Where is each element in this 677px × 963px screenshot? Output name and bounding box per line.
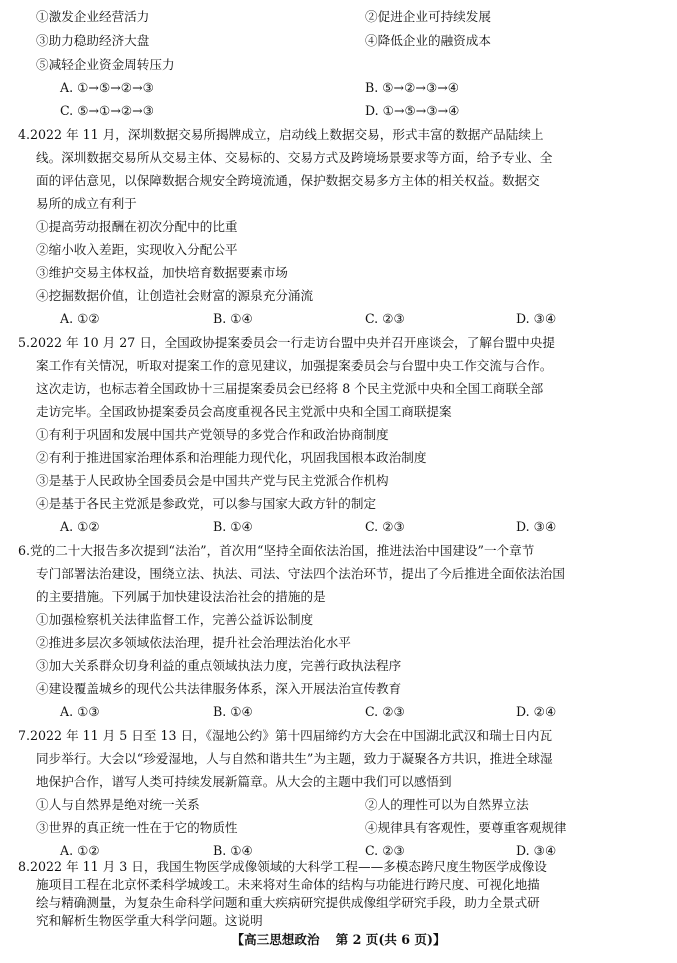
q7-item-3: ③世界的真正统一性在于它的物质性 [36, 820, 238, 835]
q4-option-a: A. ①② [60, 311, 100, 326]
q3-item-4: ④降低企业的融资成本 [365, 33, 491, 48]
page-footer [0, 931, 677, 949]
q7-option-b: B. ①④ [213, 843, 253, 858]
q5-stem-line-2: 案工作有关情况，听取对提案工作的意见建议，加强提案委员会与台盟中央工作交流与合作。 [36, 358, 553, 373]
q3-item-5: ⑤减轻企业资金周转压力 [36, 57, 175, 72]
q8-stem-line-3: 绘与精确测量，为复杂生命科学问题和重大疾病研究提供成像组学研究手段，助力全景式研 [36, 895, 540, 910]
q7-item-1: ①人与自然界是绝对统一关系 [36, 797, 200, 812]
q6-option-c: C. ②③ [365, 704, 405, 719]
q5-stem-line-3: 这次走访，也标志着全国政协十三届提案委员会已经将 8 个民主党派中央和全国工商联全部 [36, 381, 544, 396]
q5-option-c: C. ②③ [365, 519, 405, 534]
q8-stem-line-2: 施项目工程在北京怀柔科学城竣工。未来将对生命体的结构与功能进行跨尺度、可视化地描 [36, 877, 540, 892]
q6-option-d: D. ②④ [516, 704, 557, 719]
q3-item-1: ①激发企业经营活力 [36, 9, 150, 24]
footer-title: 【高三思想政治 [231, 932, 320, 947]
q7-option-d: D. ③④ [516, 843, 557, 858]
q3-option-c: C. ⑤→①→②→③ [60, 103, 155, 118]
q5-item-4: ④是基于各民主党派是参政党，可以参与国家大政方针的制定 [36, 496, 377, 511]
q5-stem-line-1: 5.2022 年 10 月 27 日，全国政协提案委员会一行走访台盟中央并召开座谈会，了解台盟中央提 [18, 335, 555, 350]
q3-item-3: ③助力稳助经济大盘 [36, 33, 150, 48]
q6-stem-line-3: 的主要措施。下列属于加快建设法治社会的措施的是 [36, 589, 326, 604]
q8-stem-line-4: 究和解析生物医学重大科学问题。这说明 [36, 913, 263, 928]
q6-item-3: ③加大关系群众切身利益的重点领域执法力度，完善行政执法程序 [36, 658, 402, 673]
q4-stem-line-3: 面的评估意见，以保障数据合规安全跨境流通，保护数据交易多方主体的相关权益。数据交 [36, 173, 540, 188]
q7-stem-line-3: 地保护合作，谱写人类可持续发展新篇章。从大会的主题中我们可以感悟到 [36, 774, 452, 789]
q5-stem-line-4: 走访完毕。全国政协提案委员会高度重视各民主党派中央和全国工商联提案 [36, 404, 452, 419]
q3-option-b: B. ⑤→②→③→④ [365, 80, 460, 95]
q4-item-4: ④挖掘数据价值，让创造社会财富的源泉充分涌流 [36, 288, 314, 303]
q4-item-1: ①提高劳动报酬在初次分配中的比重 [36, 219, 238, 234]
q6-stem-line-2: 专门部署法治建设，围绕立法、执法、司法、守法四个法治环节，提出了今后推进全面依法治国 [36, 566, 565, 581]
q7-option-c: C. ②③ [365, 843, 405, 858]
q5-option-a: A. ①② [60, 519, 100, 534]
q4-item-2: ②缩小收入差距，实现收入分配公平 [36, 242, 238, 257]
q6-item-1: ①加强检察机关法律监督工作，完善公益诉讼制度 [36, 612, 314, 627]
q6-stem-line-1: 6.党的二十大报告多次提到“法治”，首次用“坚持全面依法治国，推进法治中国建设”一个章节 [18, 543, 535, 558]
q7-item-2: ②人的理性可以为自然界立法 [365, 797, 529, 812]
q5-item-2: ②有利于推进国家治理体系和治理能力现代化，巩固我国根本政治制度 [36, 450, 427, 465]
q8-stem-line-1: 8.2022 年 11 月 3 日，我国生物医学成像领域的大科学工程——多模态跨尺度生物医学成像设 [18, 859, 547, 874]
q6-item-4: ④建设覆盖城乡的现代公共法律服务体系，深入开展法治宣传教育 [36, 681, 402, 696]
q3-option-a: A. ①→⑤→②→③ [60, 80, 154, 95]
footer-page-number: 第 2 页(共 6 页)】 [335, 932, 446, 947]
q6-option-a: A. ①③ [60, 704, 100, 719]
q3-item-2: ②促进企业可持续发展 [365, 9, 491, 24]
q5-option-d: D. ③④ [516, 519, 557, 534]
q5-option-b: B. ①④ [213, 519, 253, 534]
q5-item-1: ①有利于巩固和发展中国共产党领导的多党合作和政治协商制度 [36, 427, 389, 442]
q5-item-3: ③是基于人民政协全国委员会是中国共产党与民主党派合作机构 [36, 473, 389, 488]
q4-stem-line-2: 线。深圳数据交易所从交易主体、交易标的、交易方式及跨境场景要求等方面，给予专业、全 [36, 150, 553, 165]
q4-item-3: ③维护交易主体权益，加快培育数据要素市场 [36, 265, 288, 280]
q7-stem-line-1: 7.2022 年 11 月 5 日至 13 日，《湿地公约》第十四届缔约方大会在中国湖北武汉和瑞士日内瓦 [18, 728, 553, 743]
q6-item-2: ②推进多层次多领域依法治理，提升社会治理法治化水平 [36, 635, 351, 650]
q6-option-b: B. ①④ [213, 704, 253, 719]
q7-option-a: A. ①② [60, 843, 100, 858]
q7-item-4: ④规律具有客观性，要尊重客观规律 [365, 820, 567, 835]
q7-stem-line-2: 同步举行。大会以“珍爱湿地，人与自然和谐共生”为主题，致力于凝聚各方共识，推进全球湿 [36, 751, 553, 766]
q3-option-d: D. ①→⑤→③→④ [365, 103, 460, 118]
q4-option-d: D. ③④ [516, 311, 557, 326]
q4-option-c: C. ②③ [365, 311, 405, 326]
q4-option-b: B. ①④ [213, 311, 253, 326]
q4-stem-line-4: 易所的成立有利于 [36, 196, 137, 211]
q4-stem-line-1: 4.2022 年 11 月，深圳数据交易所揭牌成立，启动线上数据交易，形式丰富的数据产品陆续上 [18, 127, 544, 142]
